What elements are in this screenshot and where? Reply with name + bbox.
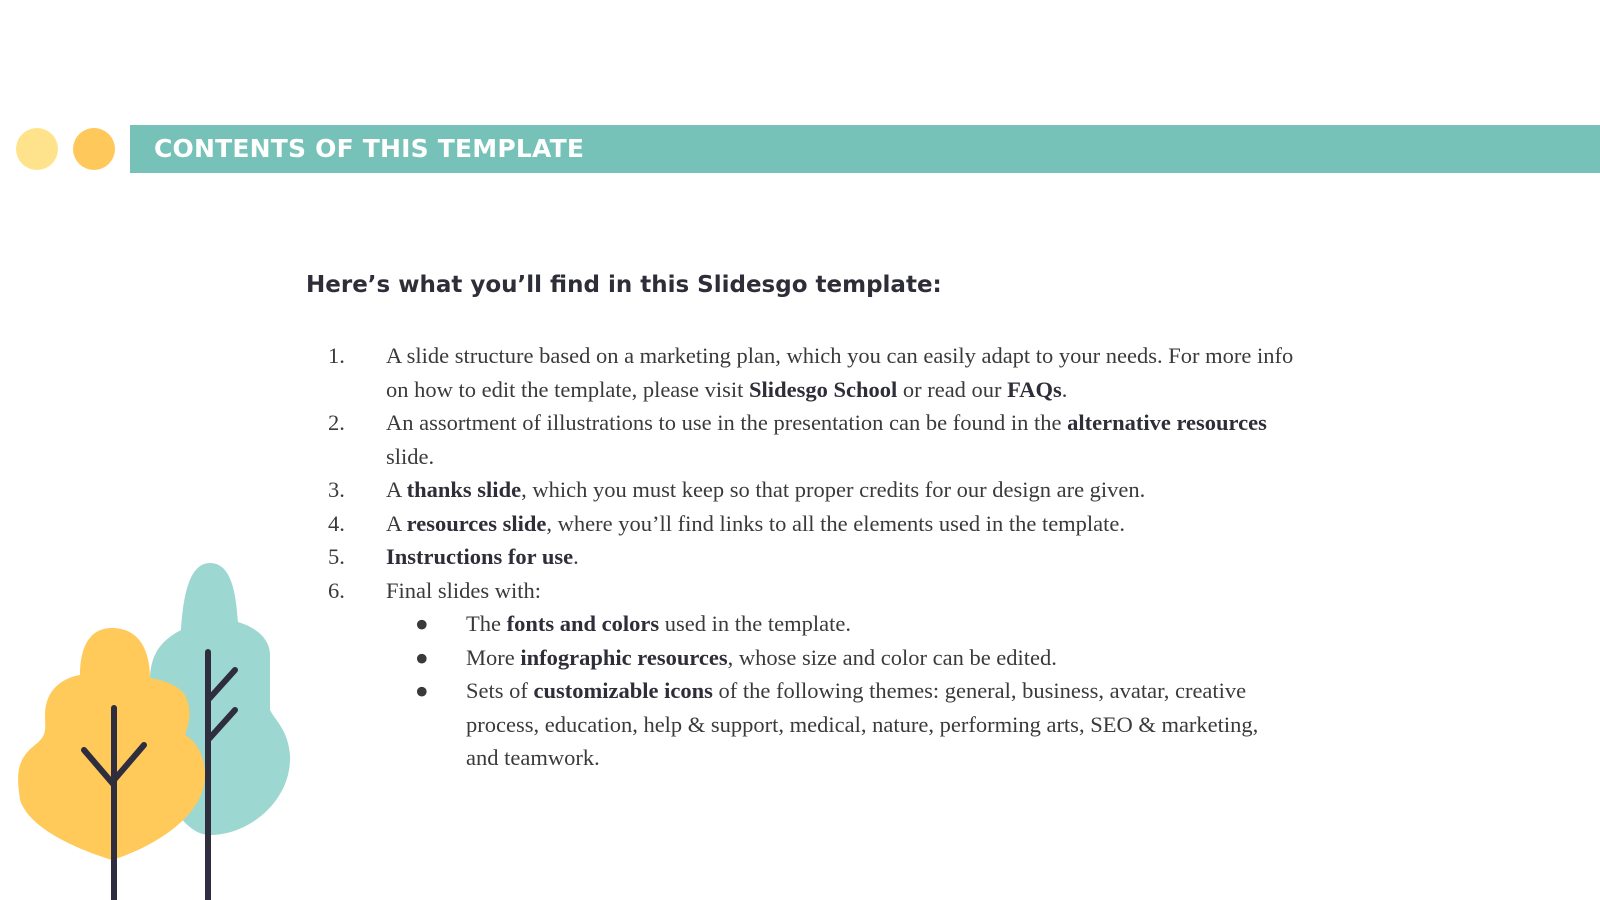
list-number: 1.: [328, 343, 345, 368]
list-number: 4.: [328, 510, 345, 536]
list-text: A thanks slide, which you must keep so that proper credits for our design are given.: [386, 477, 1146, 502]
list-item-1: [306, 339, 1296, 406]
list-item-2: [306, 406, 1296, 473]
sub-list-item-3: [386, 674, 1296, 775]
sub-list-item-1: [386, 607, 1296, 641]
bullet-icon: ●: [415, 644, 429, 670]
list-text: Final slides with:: [386, 577, 542, 603]
intro-heading: Here’s what you’ll find in this Slidesgo template:: [306, 272, 942, 298]
list-number: 2.: [328, 410, 345, 435]
page-title: CONTENTS OF THIS TEMPLATE: [154, 134, 585, 163]
bullet-icon: ●: [415, 611, 429, 636]
list-text: A slide structure based on a marketing plan, which you can easily adapt to your needs. For more info on how to edit the template, please visit Slidesgo School or read our FAQs.: [386, 343, 1294, 402]
list-text: Instructions for use.: [386, 544, 579, 569]
bullet-icon: ●: [415, 678, 429, 703]
list-item-4: [306, 507, 1296, 541]
decorative-dot-dark: [73, 128, 115, 170]
sub-list-item-2: [386, 641, 1296, 675]
list-item-6: [306, 574, 1296, 608]
list-number: 6.: [328, 577, 345, 603]
list-item-5: [306, 540, 1296, 574]
list-item-3: [306, 473, 1296, 507]
list-number: 5.: [328, 544, 345, 569]
sub-list-text: Sets of customizable icons of the following themes: general, business, avatar, creative process, education, help & support, medical, nature, performing arts, SEO & marketing, and teamwork.: [466, 678, 1259, 770]
sub-list-text: More infographic resources, whose size and color can be edited.: [466, 644, 1057, 670]
contents-list: [306, 339, 1296, 775]
trees-illustration: [0, 560, 300, 900]
decorative-dot-light: [16, 128, 58, 170]
sub-list-text: The fonts and colors used in the template.: [466, 611, 851, 636]
list-number: 3.: [328, 477, 345, 502]
list-text: An assortment of illustrations to use in the presentation can be found in the alternative resources slide.: [386, 410, 1267, 469]
list-text: A resources slide, where you’ll find links to all the elements used in the template.: [386, 510, 1126, 536]
